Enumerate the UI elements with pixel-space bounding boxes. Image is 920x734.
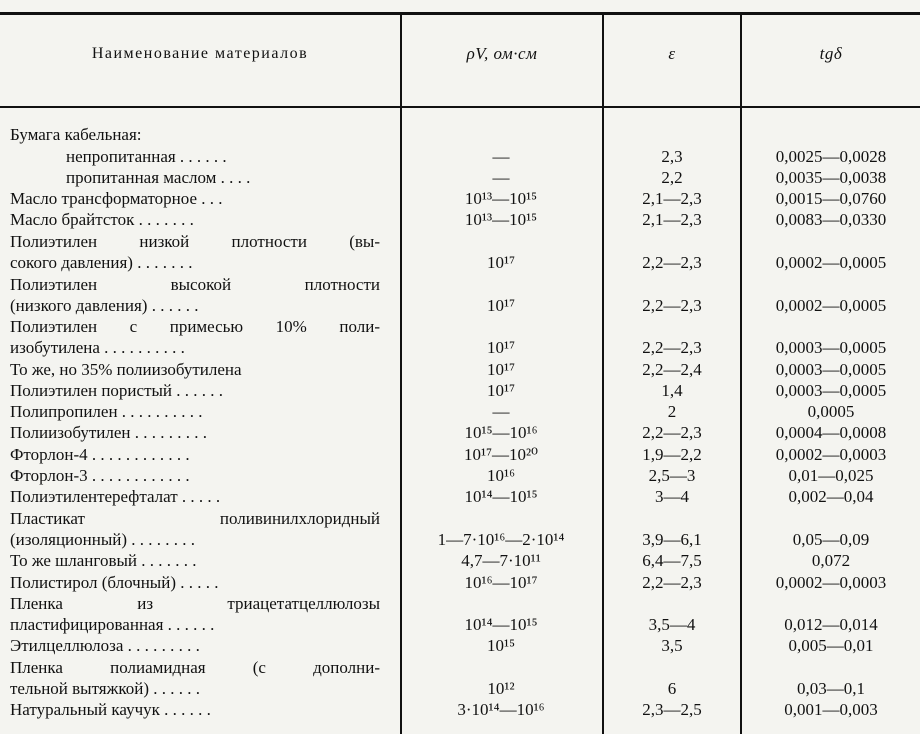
- table-row: [0, 422, 920, 443]
- permittivity-value: 2,5—3: [648, 466, 696, 486]
- loss-tangent-value: 0,0002—0,0005: [775, 295, 887, 315]
- table-row: [0, 209, 920, 230]
- resistivity-value: 10¹³—10¹⁵: [464, 189, 538, 209]
- permittivity-value: 2,2: [661, 167, 683, 187]
- loss-tangent-value: 0,0015—0,0760: [775, 189, 887, 209]
- material-name: [10, 550, 380, 571]
- permittivity-value: 3—4: [655, 487, 689, 507]
- table-row: [0, 571, 920, 592]
- material-name: [10, 508, 380, 550]
- material-name: [10, 380, 380, 401]
- loss-tangent-value: 0,0083—0,0330: [775, 210, 887, 230]
- material-name-line: Полистирол (блочный) . . . . .: [10, 572, 219, 592]
- material-name-line: пластифицированная . . . . . .: [10, 615, 215, 635]
- material-name: [10, 188, 380, 209]
- permittivity-value: 3,5—4: [648, 615, 696, 635]
- permittivity-value: 2,2—2,3: [642, 253, 702, 273]
- material-name-line: изобутилена . . . . . . . . . .: [10, 338, 185, 358]
- material-name-line: То же, но 35% полиизобутилена: [10, 359, 242, 379]
- loss-tangent-value: 0,03—0,1: [797, 679, 865, 699]
- material-name-line: Бумага кабельная:: [10, 125, 142, 145]
- material-name: [10, 401, 380, 422]
- material-name-line: Полиизобутилен . . . . . . . . .: [10, 423, 208, 443]
- loss-tangent-value: 0,002—0,04: [788, 487, 874, 507]
- material-name-line: Этилцеллюлоза . . . . . . . . .: [10, 636, 200, 656]
- table-row: [0, 465, 920, 486]
- permittivity-value: 2,2—2,3: [642, 423, 702, 443]
- permittivity-value: 2,1—2,3: [642, 210, 702, 230]
- material-name: [10, 359, 380, 380]
- material-name-line: Полипропилен . . . . . . . . . .: [10, 402, 203, 422]
- material-name-line: тельной вытяжкой) . . . . . .: [10, 679, 201, 699]
- permittivity-value: 6,4—7,5: [642, 551, 702, 571]
- resistivity-value: 10¹⁷: [486, 295, 516, 315]
- permittivity-value: 2,2—2,3: [642, 295, 702, 315]
- resistivity-value: 10¹²: [487, 679, 515, 699]
- material-name: [10, 444, 380, 465]
- loss-tangent-value: 0,0002—0,0003: [775, 444, 887, 464]
- header-permittivity: ε: [668, 43, 676, 63]
- loss-tangent-value: 0,012—0,014: [784, 615, 878, 635]
- table-row: [0, 486, 920, 507]
- loss-tangent-value: 0,005—0,01: [788, 636, 874, 656]
- header-loss-tangent: tgδ: [819, 43, 843, 63]
- material-name-line: Масло брайтсток . . . . . . .: [10, 210, 194, 230]
- table-row: [0, 316, 920, 359]
- table-body: [0, 124, 920, 720]
- loss-tangent-value: 0,0005: [807, 402, 855, 422]
- table-row: [0, 230, 920, 273]
- resistivity-value: —: [492, 167, 510, 187]
- table-row: [0, 656, 920, 699]
- material-name: [10, 167, 380, 188]
- material-name: [10, 465, 380, 486]
- table-row: [0, 145, 920, 166]
- table-row: [0, 550, 920, 571]
- material-name: [10, 635, 380, 656]
- material-name-line: Пленка из триацетатцеллюлозы: [10, 594, 380, 614]
- material-name: [10, 572, 380, 593]
- loss-tangent-value: 0,0002—0,0003: [775, 572, 887, 592]
- material-name-line: Полиэтилен с примесью 10% поли-: [10, 317, 380, 337]
- loss-tangent-value: 0,01—0,025: [788, 466, 874, 486]
- material-name-line: Полиэтилен пористый . . . . . .: [10, 380, 224, 400]
- resistivity-value: 10¹⁷: [486, 253, 516, 273]
- material-name-line: сокого давления) . . . . . . .: [10, 253, 193, 273]
- resistivity-value: —: [492, 146, 510, 166]
- permittivity-value: 2,2—2,3: [642, 572, 702, 592]
- material-name-line: Фторлон-4 . . . . . . . . . . . .: [10, 444, 190, 464]
- permittivity-value: 2,3—2,5: [642, 700, 702, 720]
- material-name-line: Пластикат поливинилхлоридный: [10, 508, 380, 528]
- permittivity-value: 3,9—6,1: [642, 529, 702, 549]
- material-name-line: (изоляционный) . . . . . . . .: [10, 529, 196, 549]
- material-name: [10, 146, 380, 167]
- table-row: [0, 443, 920, 464]
- resistivity-value: 10¹⁷: [486, 359, 516, 379]
- material-name: [10, 274, 380, 316]
- loss-tangent-value: 0,001—0,003: [784, 700, 878, 720]
- material-name-line: Пленка полиамидная (с дополни-: [10, 658, 380, 678]
- resistivity-value: 3·10¹⁴—10¹⁶: [457, 700, 545, 720]
- table-row: [0, 593, 920, 636]
- material-name-line: Полиэтилентерефталат . . . . .: [10, 487, 221, 507]
- material-name: [10, 231, 380, 273]
- loss-tangent-value: 0,0003—0,0005: [775, 380, 887, 400]
- resistivity-value: 10¹⁶—10¹⁷: [464, 572, 538, 592]
- material-name-line: То же шланговый . . . . . . .: [10, 551, 197, 571]
- table-row: [0, 380, 920, 401]
- resistivity-value: —: [492, 402, 510, 422]
- loss-tangent-value: 0,0035—0,0038: [775, 167, 887, 187]
- permittivity-value: 6: [667, 679, 677, 699]
- permittivity-value: 2,2—2,4: [642, 359, 702, 379]
- material-name-line: Фторлон-3 . . . . . . . . . . . .: [10, 466, 190, 486]
- material-name: [10, 486, 380, 507]
- resistivity-value: 10¹⁷—10²⁰: [464, 444, 538, 464]
- table-row: [0, 358, 920, 379]
- loss-tangent-value: 0,0003—0,0005: [775, 338, 887, 358]
- resistivity-value: 10¹⁷: [486, 338, 516, 358]
- resistivity-value: 4,7—7·10¹¹: [461, 551, 541, 571]
- loss-tangent-value: 0,072: [811, 551, 851, 571]
- loss-tangent-value: 0,0002—0,0005: [775, 253, 887, 273]
- material-name-line: пропитанная маслом . . . .: [66, 167, 251, 187]
- resistivity-value: 10¹⁵—10¹⁶: [464, 423, 538, 443]
- material-name-line: непропитанная . . . . . .: [66, 146, 227, 166]
- material-name: [10, 699, 380, 720]
- material-name: [10, 124, 380, 145]
- material-name-line: Полиэтилен высокой плотности: [10, 274, 380, 294]
- material-name: [10, 422, 380, 443]
- resistivity-value: 10¹³—10¹⁵: [464, 210, 538, 230]
- permittivity-value: 2,1—2,3: [642, 189, 702, 209]
- header-resistivity: ρV, ом·см: [466, 43, 538, 63]
- permittivity-value: 3,5: [661, 636, 683, 656]
- resistivity-value: 1—7·10¹⁶—2·10¹⁴: [437, 529, 565, 549]
- material-name-line: Масло трансформаторное . . .: [10, 189, 223, 209]
- material-name: [10, 209, 380, 230]
- permittivity-value: 2: [667, 402, 677, 422]
- table-row: [0, 273, 920, 316]
- material-name-line: Натуральный каучук . . . . . .: [10, 700, 211, 720]
- loss-tangent-value: 0,05—0,09: [792, 529, 870, 549]
- resistivity-value: 10¹⁴—10¹⁵: [464, 487, 538, 507]
- loss-tangent-value: 0,0025—0,0028: [775, 146, 887, 166]
- permittivity-value: 2,2—2,3: [642, 338, 702, 358]
- table-row: [0, 167, 920, 188]
- material-name: [10, 593, 380, 635]
- table-row: [0, 507, 920, 550]
- resistivity-value: 10¹⁵: [486, 636, 516, 656]
- resistivity-value: 10¹⁶: [486, 466, 516, 486]
- material-name: [10, 657, 380, 699]
- material-name-line: (низкого давления) . . . . . .: [10, 295, 199, 315]
- loss-tangent-value: 0,0003—0,0005: [775, 359, 887, 379]
- table-row: [0, 401, 920, 422]
- table-row: [0, 188, 920, 209]
- resistivity-value: 10¹⁴—10¹⁵: [464, 615, 538, 635]
- permittivity-value: 1,9—2,2: [642, 444, 702, 464]
- table-row: [0, 124, 920, 145]
- table-row: [0, 699, 920, 720]
- material-name: [10, 316, 380, 358]
- resistivity-value: 10¹⁷: [486, 380, 516, 400]
- material-name-line: Полиэтилен низкой плотности (вы-: [10, 232, 380, 252]
- permittivity-value: 2,3: [661, 146, 683, 166]
- permittivity-value: 1,4: [661, 380, 683, 400]
- loss-tangent-value: 0,0004—0,0008: [775, 423, 887, 443]
- header-material-name: Наименование материалов: [91, 44, 309, 62]
- table-row: [0, 635, 920, 656]
